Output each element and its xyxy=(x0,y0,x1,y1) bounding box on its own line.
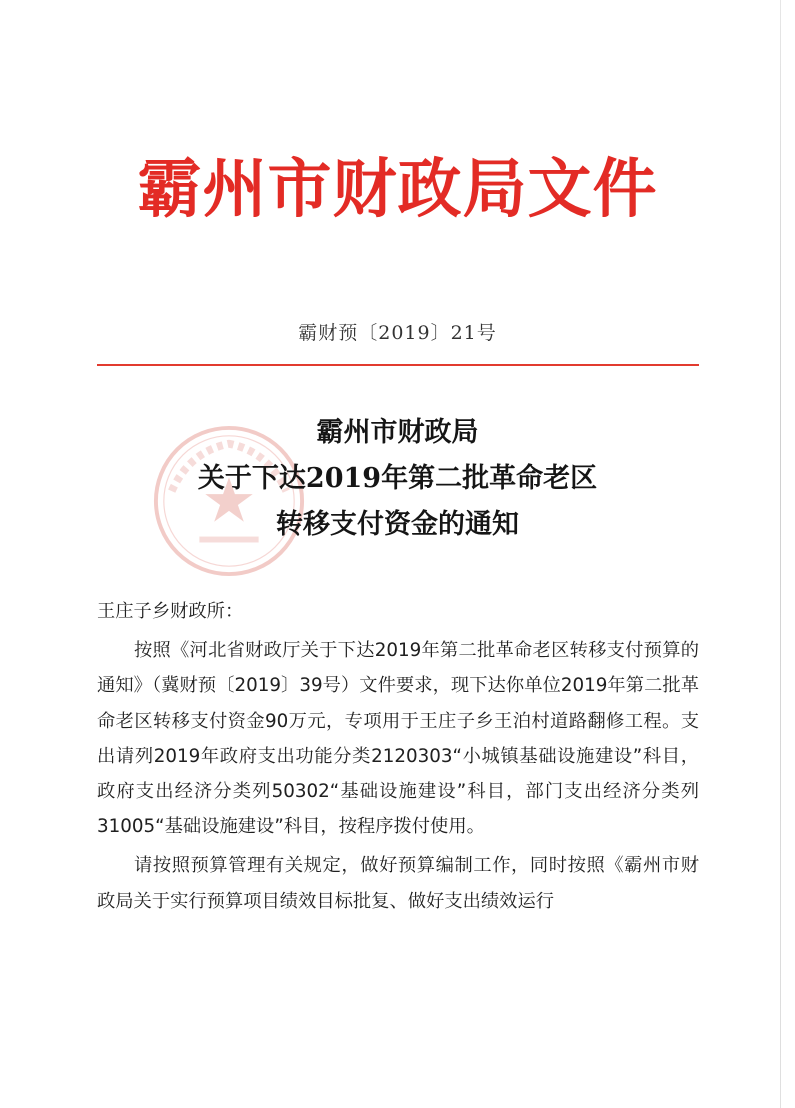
body-paragraph-2: 请按照预算管理有关规定，做好预算编制工作，同时按照《霸州市财政局关于实行预算项目绩效目标批复、做好支出绩效运行 xyxy=(97,855,699,912)
red-divider-rule xyxy=(97,364,699,366)
body-paragraph-1: 按照《河北省财政厅关于下达2019年第二批革命老区转移支付预算的通知》（冀财预〔2019〕39号）文件要求，现下达你单位2019年第二批革命老区转移支付资金90万元，专项用于王庄子乡王泊村道路翻修工程。支出请列2019年政府支出功能分类2120303“小城镇基础设施建设”科目，政府支出经济分类列50302“基础设施建设”科目，部门支出经济分类列31005“基础设施建设”科目，按程序拨付使用。 xyxy=(97,640,699,838)
addressee-line: 王庄子乡财政所： xyxy=(97,601,244,622)
notice-body xyxy=(97,594,699,919)
title-line-2: 关于下达2019年第二批革命老区 xyxy=(197,463,598,494)
title-line-1: 霸州市财政局 xyxy=(316,417,479,448)
title-line-3: 转移支付资金的通知 xyxy=(276,509,519,540)
document-number: 霸财预〔2019〕21号 xyxy=(298,322,497,344)
notice-title xyxy=(0,410,795,548)
masthead-title: 霸州市财政局文件 xyxy=(137,152,658,227)
